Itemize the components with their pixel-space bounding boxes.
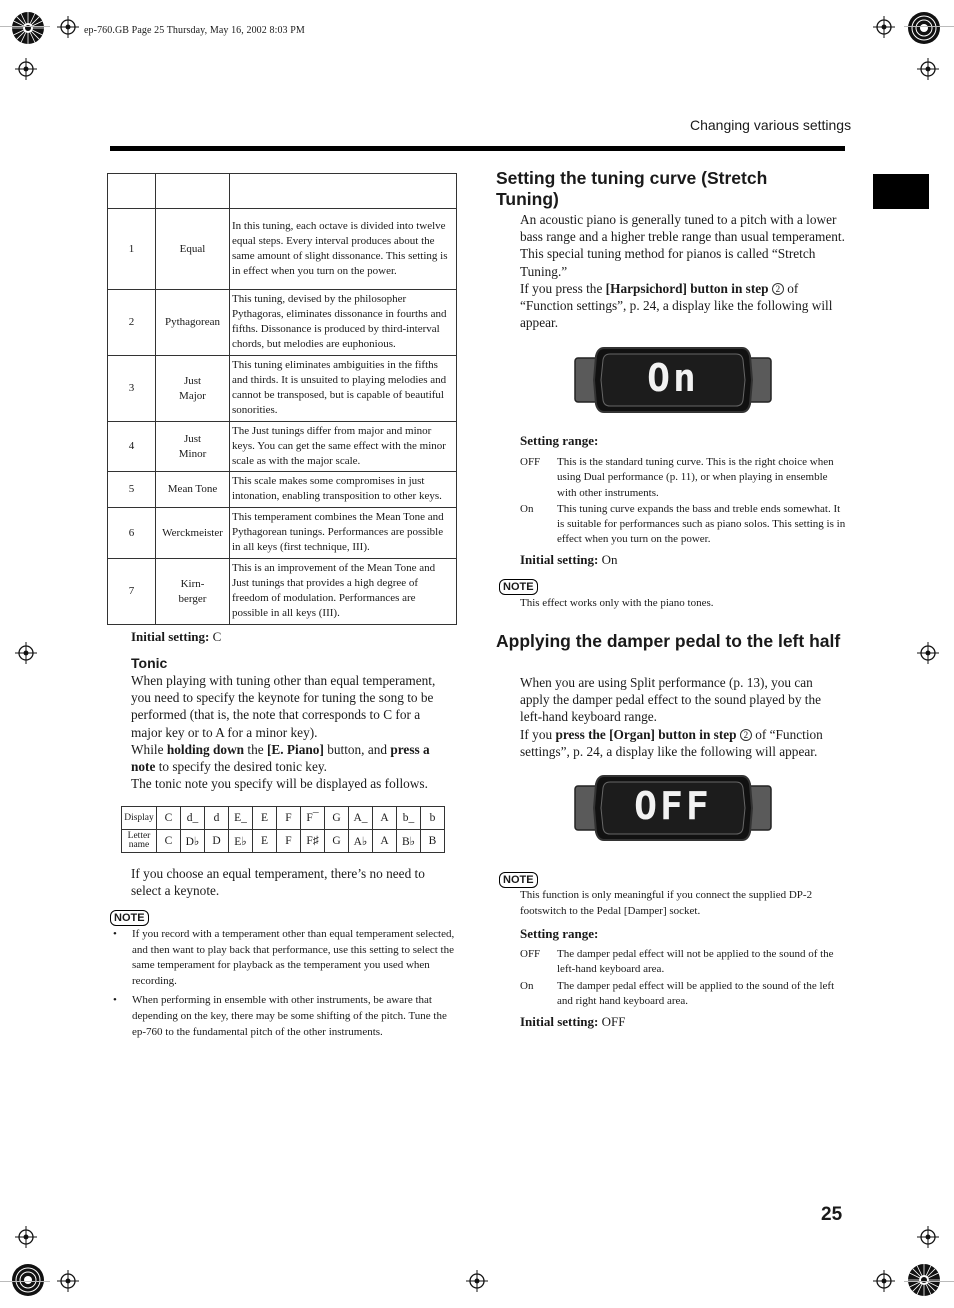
range-key: OFF bbox=[520, 456, 541, 468]
setting-range-list-damper bbox=[520, 947, 848, 1009]
crosshair-icon bbox=[15, 58, 37, 80]
table-row bbox=[108, 472, 457, 508]
table-header-cell bbox=[230, 174, 457, 209]
letter-cell: G bbox=[325, 830, 349, 853]
display-cell: b_ bbox=[397, 807, 421, 830]
row-name: Kirn-berger bbox=[156, 559, 230, 625]
note-icon: NOTE bbox=[499, 579, 538, 595]
display-row-label: Display bbox=[122, 807, 157, 830]
lcd-display-off bbox=[574, 774, 772, 842]
row-description: In this tuning, each octave is divided into twelve equal steps. Every interval produces about the same amount of slight dissonance. This setting is in effect when you turn on the power. bbox=[230, 209, 457, 290]
row-description: This is an improvement of the Mean Tone and Just tunings that provides a high degree of freedom of modulation. Performances are possible in all keys (III). bbox=[230, 559, 457, 625]
damper-instruction: If you press the [Organ] button in step 2 of “Function settings”, p. 24, a display like the following will appear. bbox=[520, 726, 823, 759]
note-bullet-list bbox=[110, 927, 455, 1044]
letter-cell: D bbox=[205, 830, 229, 853]
running-head: Changing various settings bbox=[690, 117, 852, 133]
crosshair-icon bbox=[917, 1226, 939, 1248]
table-row bbox=[108, 422, 457, 472]
display-text-off: OFF bbox=[634, 784, 712, 828]
tonic-heading: Tonic bbox=[131, 655, 168, 671]
tonic-table-wrap bbox=[121, 806, 445, 853]
letter-cell: A♭ bbox=[349, 830, 373, 853]
display-cell: C bbox=[157, 807, 181, 830]
range-key: On bbox=[520, 979, 534, 992]
initial-setting-value: C bbox=[212, 629, 222, 644]
setting-range-label-stretch: Setting range: bbox=[520, 433, 599, 448]
display-cell: E bbox=[253, 807, 277, 830]
row-name: Just Major bbox=[156, 356, 230, 422]
print-slug: ep-760.GB Page 25 Thursday, May 16, 2002 8:03 PM bbox=[84, 25, 305, 36]
row-description: This scale makes some compromises in just intonation, enabling transposition to other keys. bbox=[230, 472, 457, 508]
header-rule bbox=[110, 146, 845, 151]
letter-cell: F♯ bbox=[301, 830, 325, 853]
corner-mark-bottom-right bbox=[906, 1262, 942, 1303]
tonic-display-row bbox=[122, 807, 445, 830]
initial-setting-stretch bbox=[520, 552, 618, 568]
display-cell: b bbox=[421, 807, 445, 830]
crosshair-icon bbox=[917, 642, 939, 664]
table-header-cell bbox=[156, 174, 230, 209]
temperament-table-wrap bbox=[107, 173, 457, 625]
list-item: • When performing in ensemble with other instruments, be aware that depending on the key, there may be some shifting of the pitch. Tune the ep-760 to the fundamental pitch of the other instruments. bbox=[110, 993, 455, 1040]
table-header-row bbox=[108, 174, 457, 209]
display-cell: G bbox=[325, 807, 349, 830]
setting-range-label-damper: Setting range: bbox=[520, 926, 599, 941]
setting-range-list-stretch bbox=[520, 455, 848, 548]
corner-mark-top-left bbox=[10, 10, 46, 51]
step-number-icon: 2 bbox=[740, 729, 752, 741]
table-row bbox=[108, 290, 457, 356]
display-cell: A_ bbox=[349, 807, 373, 830]
letter-cell: B bbox=[421, 830, 445, 853]
range-item bbox=[520, 947, 848, 978]
list-item: • If you record with a temperament other than equal temperament selected, and then want to play back that performance, use this setting to select the same temperament for playback as the temperament you used when recording. bbox=[110, 927, 455, 989]
table-header-cell bbox=[108, 174, 156, 209]
display-cell: F¯ bbox=[301, 807, 325, 830]
note-icon: NOTE bbox=[499, 872, 538, 888]
display-cell: E_ bbox=[229, 807, 253, 830]
damper-note: This function is only meaningful if you connect the supplied DP-2 footswitch to the Pedal [Damper] socket. bbox=[520, 889, 813, 917]
crop-line bbox=[904, 26, 954, 27]
equal-temperament-note: If you choose an equal temperament, there’s no need to select a keynote. bbox=[131, 866, 425, 899]
crop-line bbox=[904, 1281, 954, 1282]
row-name: Werckmeister bbox=[156, 508, 230, 559]
corner-mark-bottom-left bbox=[10, 1262, 46, 1303]
row-description: This temperament combines the Mean Tone and Pythagorean tunings. Performances are possible in all keys (first technique, III). bbox=[230, 508, 457, 559]
letter-cell: A bbox=[373, 830, 397, 853]
letter-row-label: Letter name bbox=[122, 830, 157, 853]
initial-setting-value: On bbox=[601, 552, 618, 567]
range-text: This is the standard tuning curve. This is the right choice when using Dual performance (p. 11), or when playing in ensemble with other instruments. bbox=[557, 456, 834, 499]
letter-cell: D♭ bbox=[181, 830, 205, 853]
stretch-body bbox=[520, 211, 845, 331]
range-text: The damper pedal effect will be applied to the sound of the left and right hand keyboard area. bbox=[557, 979, 835, 1007]
display-cell: F bbox=[277, 807, 301, 830]
stretch-note: This effect works only with the piano tones. bbox=[520, 597, 714, 609]
letter-cell: B♭ bbox=[397, 830, 421, 853]
row-number: 3 bbox=[108, 356, 156, 422]
display-cell: d bbox=[205, 807, 229, 830]
stretch-paragraph: An acoustic piano is generally tuned to a pitch with a lower bass range and a higher treble range than usual temperament. This special tuning method for pianos is called “Stretch Tuning.” bbox=[520, 212, 845, 279]
row-name: Just Minor bbox=[156, 422, 230, 472]
crosshair-icon bbox=[917, 58, 939, 80]
display-text-on: On bbox=[647, 356, 699, 400]
crosshair-icon bbox=[873, 1270, 895, 1292]
crosshair-icon bbox=[57, 1270, 79, 1292]
initial-setting-label: Initial setting: bbox=[520, 1014, 599, 1029]
letter-cell: F bbox=[277, 830, 301, 853]
initial-setting-damper bbox=[520, 1014, 625, 1030]
range-key: On bbox=[520, 502, 534, 515]
step-number-icon: 2 bbox=[772, 283, 784, 295]
tonic-paragraph: When playing with tuning other than equal temperament, you need to specify the keynote for tuning the song to be performed (that is, the note that corresponds to C for a major key or to A for a minor key). bbox=[131, 673, 436, 740]
note-badge-stretch bbox=[499, 577, 538, 595]
row-description: This tuning, devised by the philosopher Pythagoras, eliminates dissonance in fourths and fifths. Dissonance is produced by third-interval chords, but melodies are euphonious. bbox=[230, 290, 457, 356]
lcd-display-on bbox=[574, 346, 772, 414]
row-number: 1 bbox=[108, 209, 156, 290]
range-item bbox=[520, 455, 848, 501]
note-badge-damper bbox=[499, 870, 538, 888]
initial-setting-value: OFF bbox=[601, 1014, 626, 1029]
crosshair-icon bbox=[15, 642, 37, 664]
tonic-table bbox=[121, 806, 445, 853]
note-badge-left bbox=[110, 908, 149, 926]
damper-paragraph: When you are using Split performance (p. 13), you can apply the damper pedal effect to the sound played by the left-hand keyboard range. bbox=[520, 675, 822, 725]
note-icon: NOTE bbox=[110, 910, 149, 926]
range-item bbox=[520, 502, 848, 548]
range-text: The damper pedal effect will not be applied to the sound of the left-hand keyboard area. bbox=[557, 948, 834, 976]
row-description: The Just tunings differ from major and minor keys. You can get the same effect with the minor scale as with the major scale. bbox=[230, 422, 457, 472]
table-row bbox=[108, 209, 457, 290]
range-item bbox=[520, 979, 848, 1010]
row-name: Pythagorean bbox=[156, 290, 230, 356]
initial-setting-label: Initial setting: bbox=[520, 552, 599, 567]
tonic-letter-row bbox=[122, 830, 445, 853]
corner-mark-top-right bbox=[906, 10, 942, 51]
section-heading-stretch: Setting the tuning curve (Stretch Tuning) bbox=[496, 168, 768, 209]
stretch-instruction: If you press the [Harpsichord] button in step 2 of “Function settings”, p. 24, a display like the following will appear. bbox=[520, 280, 833, 331]
chapter-tab bbox=[873, 174, 929, 209]
range-key: OFF bbox=[520, 948, 541, 960]
row-name: Mean Tone bbox=[156, 472, 230, 508]
row-description: This tuning eliminates ambiguities in the fifths and thirds. It is unsuited to playing melodies and cannot be transposed, but is capable of beautiful sonorities. bbox=[230, 356, 457, 422]
letter-cell: E bbox=[253, 830, 277, 853]
crosshair-icon bbox=[466, 1270, 488, 1292]
row-number: 4 bbox=[108, 422, 156, 472]
tonic-instruction: While holding down the [E. Piano] button, and press a note to specify the desired tonic key. bbox=[131, 741, 430, 775]
row-number: 6 bbox=[108, 508, 156, 559]
display-cell: d_ bbox=[181, 807, 205, 830]
row-number: 2 bbox=[108, 290, 156, 356]
initial-setting-label: Initial setting: bbox=[131, 629, 210, 644]
temperament-table bbox=[107, 173, 457, 625]
crosshair-icon bbox=[15, 1226, 37, 1248]
row-number: 5 bbox=[108, 472, 156, 508]
page-number: 25 bbox=[821, 1204, 843, 1225]
letter-cell: E♭ bbox=[229, 830, 253, 853]
table-row bbox=[108, 508, 457, 559]
section-heading-damper: Applying the damper pedal to the left half bbox=[496, 631, 841, 651]
letter-cell: C bbox=[157, 830, 181, 853]
row-name: Equal bbox=[156, 209, 230, 290]
crop-line bbox=[0, 26, 50, 27]
table-row bbox=[108, 559, 457, 625]
initial-setting bbox=[131, 629, 221, 645]
row-number: 7 bbox=[108, 559, 156, 625]
crosshair-icon bbox=[57, 16, 79, 38]
table-row bbox=[108, 356, 457, 422]
tonic-body bbox=[131, 672, 451, 792]
range-text: This tuning curve expands the bass and treble ends somewhat. It is suitable for performances such as piano solos. This setting is in effect when you turn on the power. bbox=[557, 502, 846, 546]
damper-body bbox=[520, 674, 845, 760]
crosshair-icon bbox=[873, 16, 895, 38]
tonic-display-intro: The tonic note you specify will be displayed as follows. bbox=[131, 776, 428, 792]
crop-line bbox=[0, 1281, 50, 1282]
display-cell: A bbox=[373, 807, 397, 830]
